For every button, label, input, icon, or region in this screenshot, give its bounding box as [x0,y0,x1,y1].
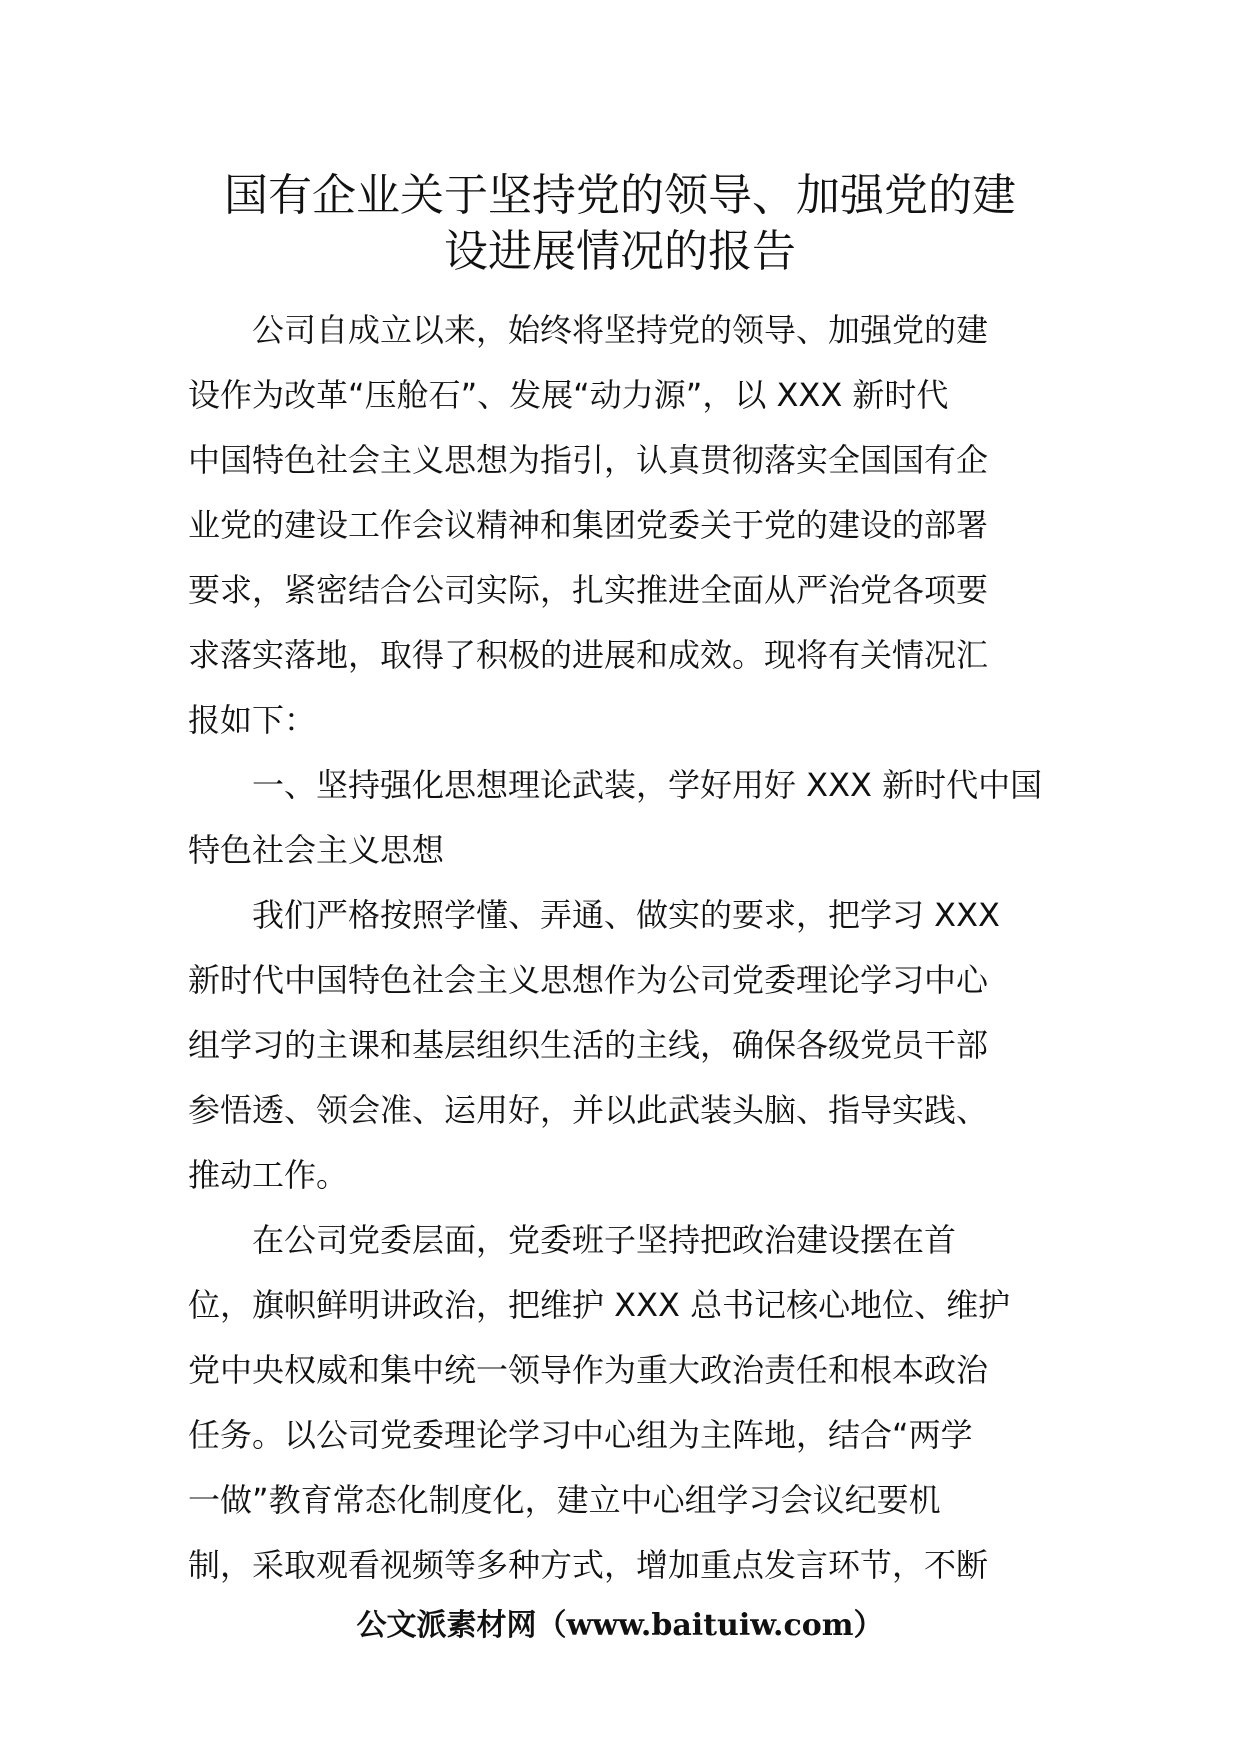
heading-line: 特色社会主义思想 [188,831,445,869]
paragraph-line: 求落实落地，取得了积极的进展和成效。现将有关情况汇 [188,636,989,674]
document-title [150,168,1090,280]
paragraph-line: 在公司党委层面，党委班子坚持把政治建设摆在首 [252,1221,957,1259]
document-body [188,298,1052,1598]
title-line-1: 国有企业关于坚持党的领导、加强党的建 [224,170,1016,221]
paragraph-line: 制，采取观看视频等多种方式，增加重点发言环节，不断 [188,1546,989,1584]
paragraph-line: 组学习的主课和基层组织生活的主线，确保各级党员干部 [188,1026,989,1064]
paragraph-line: 我们严格按照学懂、弄通、做实的要求，把学习 XXX [252,896,1000,934]
paragraph-line: 要求，紧密结合公司实际，扎实推进全面从严治党各项要 [188,571,989,609]
paragraph-line: 党中央权威和集中统一领导作为重大政治责任和根本政治 [188,1351,989,1389]
paragraph-line: 设作为改革“压舱石”、发展“动力源”，以 XXX 新时代 [188,376,949,414]
paragraph-line: 中国特色社会主义思想为指引，认真贯彻落实全国国有企 [188,441,989,479]
paragraph-intro [188,298,1052,753]
section-heading-1 [188,753,1052,883]
paragraph-line: 参悟透、领会准、运用好，并以此武装头脑、指导实践、 [188,1091,989,1129]
title-line-2: 设进展情况的报告 [444,226,796,277]
paragraph-line: 公司自成立以来，始终将坚持党的领导、加强党的建 [252,311,989,349]
paragraph-line: 业党的建设工作会议精神和集团党委关于党的建设的部署 [188,506,989,544]
paragraph-study [188,883,1052,1208]
paragraph-line: 位，旗帜鲜明讲政治，把维护 XXX 总书记核心地位、维护 [188,1286,1011,1324]
paragraph-line: 任务。以公司党委理论学习中心组为主阵地，结合“两学 [188,1416,973,1454]
paragraph-line: 推动工作。 [188,1156,349,1194]
footer-watermark: 公文派素材网（www.baituiw.com） [356,1608,884,1643]
paragraph-line: 一做”教育常态化制度化，建立中心组学习会议纪要机 [188,1481,941,1519]
paragraph-line: 新时代中国特色社会主义思想作为公司党委理论学习中心 [188,961,989,999]
heading-line: 一、坚持强化思想理论武装，学好用好 XXX 新时代中国 [252,766,1043,804]
paragraph-line: 报如下： [188,701,317,739]
paragraph-party-committee [188,1208,1052,1598]
